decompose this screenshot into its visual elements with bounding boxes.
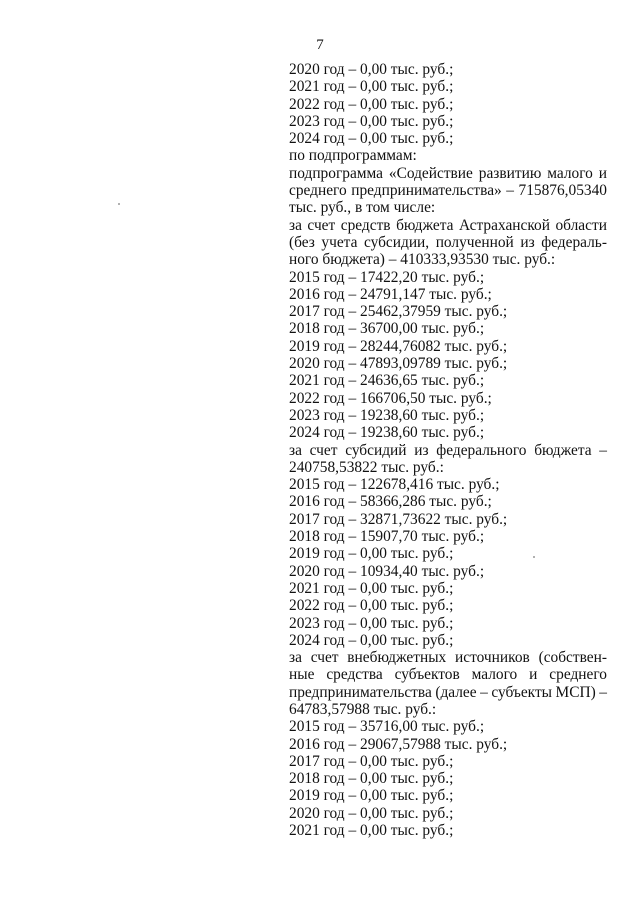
- word: –: [506, 182, 514, 200]
- text-line: [289, 182, 607, 199]
- text-line: 2024 год – 0,00 тыс. руб.;: [289, 130, 454, 148]
- word: федерального: [436, 441, 527, 459]
- text-line: 2021 год – 24636,65 тыс. руб.;: [289, 372, 485, 390]
- text-line: [289, 165, 607, 182]
- word: из: [520, 233, 535, 251]
- word: из: [414, 441, 429, 459]
- page-number: 7: [316, 37, 324, 53]
- word: полученной: [435, 233, 514, 251]
- text-line: 2015 год – 17422,20 тыс. руб.;: [289, 268, 485, 286]
- word: (далее: [435, 683, 477, 701]
- text-line: [289, 234, 607, 251]
- word: малого: [471, 666, 518, 684]
- word: источников: [455, 649, 530, 667]
- word: счет: [307, 216, 336, 234]
- text-line: 2020 год – 10934,40 тыс. руб.;: [289, 562, 485, 580]
- text-line: 2018 год – 36700,00 тыс. руб.;: [289, 320, 485, 338]
- text-line: 2017 год – 32871,73622 тыс. руб.;: [289, 510, 508, 528]
- text-line: 2023 год – 0,00 тыс. руб.;: [289, 112, 454, 130]
- text-line: 2022 год – 0,00 тыс. руб.;: [289, 95, 454, 113]
- text-line: [289, 649, 607, 666]
- word: –: [599, 683, 607, 701]
- word: –: [480, 683, 488, 701]
- text-body: [289, 61, 607, 839]
- text-line: 2021 год – 0,00 тыс. руб.;: [289, 822, 454, 840]
- text-line: 2022 год – 0,00 тыс. руб.;: [289, 597, 454, 615]
- word: 715876,05340: [518, 182, 607, 200]
- text-line: 2019 год – 28244,76082 тыс. руб.;: [289, 337, 508, 355]
- word: –: [599, 441, 607, 459]
- text-line: 2015 год – 35716,00 тыс. руб.;: [289, 718, 485, 736]
- text-line: по подпрограммам:: [289, 147, 417, 165]
- word: предпринимательства»: [351, 182, 502, 200]
- word: субсидий: [345, 441, 407, 459]
- text-line: 2020 год – 0,00 тыс. руб.;: [289, 804, 454, 822]
- text-line: 2017 год – 25462,37959 тыс. руб.;: [289, 303, 508, 321]
- text-line: 2018 год – 0,00 тыс. руб.;: [289, 770, 454, 788]
- word: бюджета: [534, 441, 592, 459]
- word: развитию: [478, 164, 542, 182]
- scan-speck: [533, 556, 535, 558]
- text-line: [289, 666, 607, 683]
- word: учета: [321, 233, 358, 251]
- word: области: [555, 216, 607, 234]
- text-line: 240758,53822 тыс. руб.:: [289, 458, 444, 476]
- word: средств: [340, 216, 391, 234]
- word: среднего: [289, 182, 347, 200]
- text-line: 2024 год – 0,00 тыс. руб.;: [289, 631, 454, 649]
- text-line: 2017 год – 0,00 тыс. руб.;: [289, 752, 454, 770]
- word: внебюджетных: [347, 649, 447, 667]
- word: малого: [547, 164, 593, 182]
- text-line: тыс. руб., в том числе:: [289, 199, 436, 217]
- text-line: 2016 год – 29067,57988 тыс. руб.;: [289, 735, 508, 753]
- word: счет: [309, 441, 338, 459]
- text-line: 2022 год – 166706,50 тыс. руб.;: [289, 389, 492, 407]
- text-line: 64783,57988 тыс. руб.:: [289, 700, 437, 718]
- scan-speck: [118, 203, 120, 205]
- word: за: [289, 216, 302, 234]
- text-line: ного бюджета) – 410333,93530 тыс. руб.:: [289, 251, 556, 269]
- text-line: 2016 год – 24791,147 тыс. руб.;: [289, 285, 492, 303]
- word: бюджета: [396, 216, 454, 234]
- text-line: 2020 год – 47893,09789 тыс. руб.;: [289, 355, 508, 373]
- text-line: 2024 год – 19238,60 тыс. руб.;: [289, 424, 485, 442]
- text-line: 2019 год – 0,00 тыс. руб.;: [289, 545, 454, 563]
- word: среднего: [549, 666, 607, 684]
- word: субъекты: [491, 683, 553, 701]
- text-line: 2020 год – 0,00 тыс. руб.;: [289, 61, 454, 78]
- text-line: 2015 год – 122678,416 тыс. руб.;: [289, 476, 500, 494]
- word: и: [598, 164, 607, 182]
- word: (без: [289, 233, 315, 251]
- text-line: 2021 год – 0,00 тыс. руб.;: [289, 78, 454, 96]
- word: МСП): [555, 683, 596, 701]
- word: Астраханской: [458, 216, 550, 234]
- word: за: [289, 441, 302, 459]
- word: и: [529, 666, 538, 684]
- text-line: 2016 год – 58366,286 тыс. руб.;: [289, 493, 492, 511]
- word: (собствен-: [538, 649, 607, 667]
- text-line: [289, 442, 607, 459]
- text-line: 2023 год – 0,00 тыс. руб.;: [289, 614, 454, 632]
- word: предпринимательства: [289, 683, 432, 701]
- word: федераль-: [541, 233, 607, 251]
- word: ные: [289, 666, 315, 684]
- word: счет: [310, 649, 339, 667]
- text-line: [289, 684, 607, 701]
- word: подпрограмма: [289, 164, 383, 182]
- word: за: [289, 649, 302, 667]
- word: субсидии,: [363, 233, 430, 251]
- word: средства: [326, 666, 383, 684]
- text-line: 2019 год – 0,00 тыс. руб.;: [289, 787, 454, 805]
- text-line: 2021 год – 0,00 тыс. руб.;: [289, 579, 454, 597]
- word: субъектов: [394, 666, 460, 684]
- text-line: 2023 год – 19238,60 тыс. руб.;: [289, 406, 485, 424]
- word: «Содействие: [388, 164, 473, 182]
- text-line: [289, 217, 607, 234]
- text-line: 2018 год – 15907,70 тыс. руб.;: [289, 528, 485, 546]
